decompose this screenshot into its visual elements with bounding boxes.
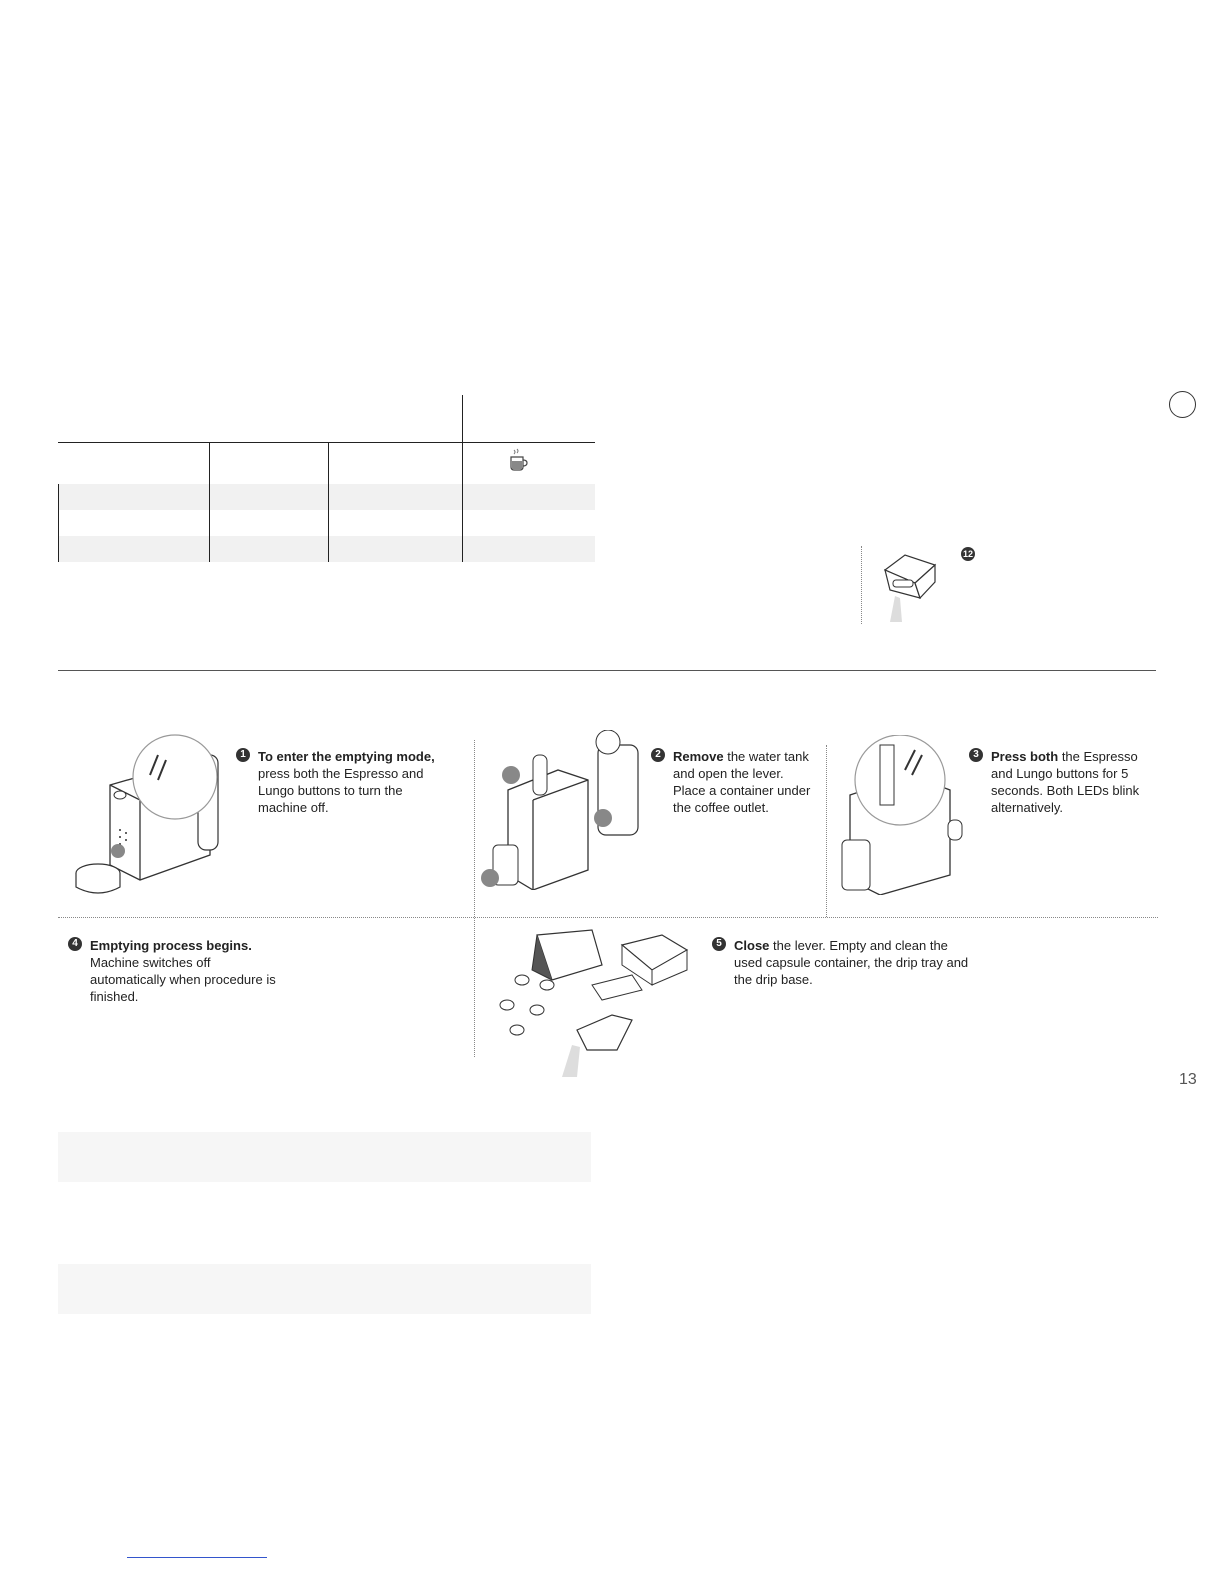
- table-col-line: [328, 443, 329, 562]
- step3-machine-illustration: [840, 735, 970, 895]
- step-3-text: 3 Press both the Espresso and Lungo buttons for 5 seconds. Both LEDs blink alternatively.: [969, 748, 1149, 816]
- table-top-rule: [58, 442, 595, 443]
- step-divider: [474, 740, 475, 1057]
- grey-panel: [58, 1132, 591, 1182]
- table-col-line: [462, 443, 463, 562]
- table-row-shaded: [58, 484, 595, 510]
- table-col-line: [209, 443, 210, 562]
- grey-panel: [58, 1264, 591, 1314]
- coffee-cup-icon: [507, 447, 529, 473]
- link-underline[interactable]: [127, 1557, 267, 1558]
- table-col-line: [58, 484, 59, 562]
- step5-parts-illustration: [492, 925, 692, 1080]
- capsule-container-illustration: [880, 550, 940, 625]
- step-2-text: 2 Remove the water tank and open the lever. Place a container under the coffee outlet.: [651, 748, 811, 816]
- step1-machine-illustration: [70, 725, 230, 910]
- step-4-text: 4 Emptying process begins. Machine switches off automatically when procedure is finished.: [68, 937, 288, 1005]
- step-divider: [826, 745, 827, 917]
- callout-divider: [861, 546, 862, 624]
- page-number: 13: [1179, 1071, 1197, 1088]
- step-5-text: 5 Close the lever. Empty and clean the used capsule container, the drip tray and the drip base.: [712, 937, 972, 988]
- step-1-text: 1 To enter the emptying mode, press both the Espresso and Lungo buttons to turn the machine off.: [236, 748, 436, 816]
- callout-number-badge: 12: [962, 549, 973, 559]
- step2-machine-illustration: [478, 730, 648, 890]
- table-row-shaded: [58, 536, 595, 562]
- circle-outline-icon: [1169, 391, 1196, 418]
- table-header-divider: [462, 395, 463, 443]
- section-rule: [58, 670, 1156, 671]
- step-divider: [58, 917, 1158, 918]
